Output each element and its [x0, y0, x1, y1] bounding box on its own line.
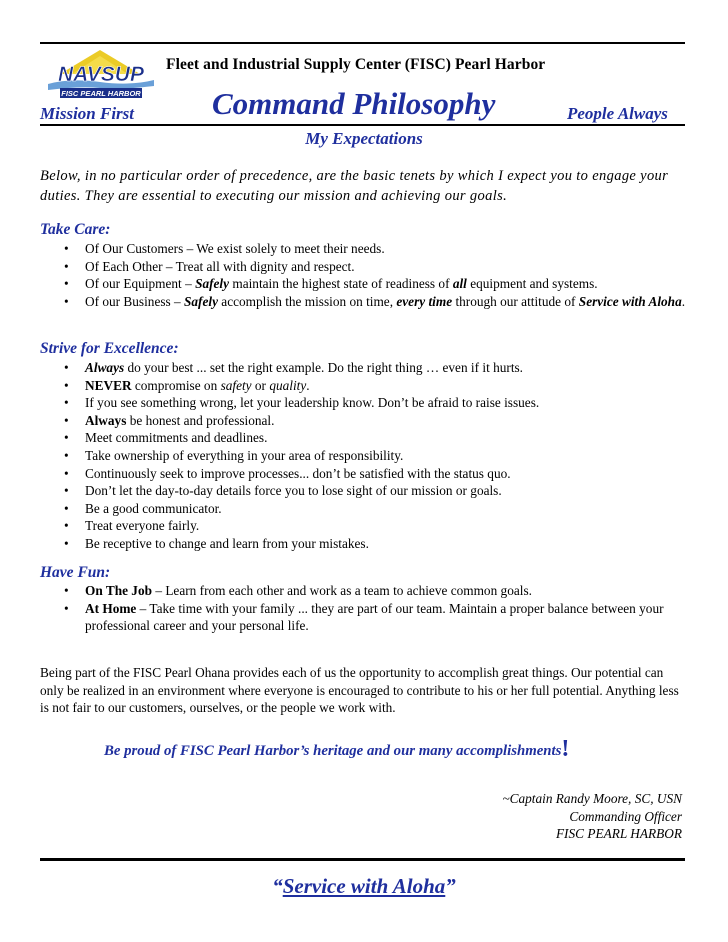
list-item-text: Be receptive to change and learn from your mistakes.	[85, 535, 369, 551]
bullet-icon: •	[64, 276, 69, 292]
exclamation-mark: !	[561, 736, 570, 762]
signature-block	[502, 790, 682, 843]
list-item	[60, 600, 690, 635]
list-item	[60, 500, 690, 518]
bullet-icon: •	[64, 430, 69, 446]
emphasis-safely: Safely	[184, 293, 218, 309]
emphasis-safety: safety	[220, 377, 252, 393]
bullet-icon: •	[64, 447, 69, 463]
list-item-text: Take ownership of everything in your area of responsibility.	[85, 447, 404, 463]
page-title: Command Philosophy	[212, 86, 496, 121]
open-quote: “	[272, 874, 283, 898]
mission-first-motto: Mission First	[40, 104, 135, 123]
emphasis-safely: Safely	[195, 276, 230, 292]
list-item-text: Of our Business –	[85, 293, 184, 309]
emphasis-never: NEVER	[85, 377, 132, 393]
list-item-text: or	[251, 377, 270, 393]
list-item	[60, 429, 690, 447]
proud-statement	[104, 736, 569, 763]
list-item	[60, 447, 690, 465]
emphasis-service-with-aloha: Service with Aloha	[578, 293, 682, 309]
bullet-icon: •	[64, 258, 69, 274]
intro-paragraph: Below, in no particular order of precedence, are the basic tenets by which I expect you to engage your duties. They are essential to executing our mission and achieving our goals.	[40, 168, 669, 204]
have-fun-heading: Have Fun:	[40, 564, 111, 581]
excellence-heading: Strive for Excellence:	[40, 340, 179, 357]
list-item-text: – Learn from each other and work as a team to achieve common goals.	[152, 583, 532, 598]
list-item	[60, 465, 690, 483]
bullet-icon: •	[64, 483, 69, 499]
emphasis-quality: quality	[269, 377, 307, 393]
list-item-text: Of Our Customers – We exist solely to meet their needs.	[85, 241, 385, 256]
emphasis-at-home: At Home	[85, 600, 137, 616]
emphasis-on-the-job: On The Job	[85, 583, 153, 598]
bullet-icon: •	[64, 600, 69, 616]
list-item	[60, 275, 690, 293]
list-item	[60, 377, 690, 395]
footer-slogan	[0, 874, 728, 899]
bullet-icon: •	[64, 377, 69, 393]
list-item-text: If you see something wrong, let your leadership know. Don’t be afraid to raise issues.	[85, 395, 540, 411]
emphasis-always: Always	[85, 412, 127, 428]
bullet-icon: •	[64, 518, 69, 534]
list-item-text: equipment and systems.	[466, 276, 598, 292]
list-item	[60, 359, 690, 377]
list-item	[60, 412, 690, 430]
list-item-text: Continuously seek to improve processes... don’t be satisfied with the status quo.	[85, 465, 511, 481]
bullet-icon: •	[64, 360, 69, 375]
list-item	[60, 517, 690, 535]
list-item-text: .	[681, 293, 686, 309]
list-item	[60, 482, 690, 500]
list-item	[60, 582, 690, 600]
list-item-text: through our attitude of	[452, 293, 579, 309]
proud-text: Be proud of FISC Pearl Harbor’s heritage and our many accomplishments	[104, 743, 562, 759]
bullet-icon: •	[64, 500, 69, 516]
list-item-text: Of Each Other – Treat all with dignity and respect.	[85, 258, 355, 274]
bullet-icon: •	[64, 395, 69, 411]
logo-subtext: FISC PEARL HARBOR	[61, 89, 141, 98]
list-item-text: Don’t let the day-to-day details force you to lose sight of our mission or goals.	[85, 483, 502, 499]
signature-name: ~Captain Randy Moore, SC, USN	[502, 791, 682, 806]
list-item	[60, 394, 690, 412]
signature-role: Commanding Officer	[569, 808, 682, 824]
list-item-text: Treat everyone fairly.	[85, 518, 200, 534]
list-item-text: .	[306, 377, 310, 393]
list-item-text: Be a good communicator.	[85, 500, 222, 516]
footer-rule	[40, 858, 685, 861]
organization-name: Fleet and Industrial Supply Center (FISC) Pearl Harbor	[166, 56, 546, 73]
navsup-logo	[40, 44, 162, 102]
emphasis-all: all	[452, 276, 467, 292]
people-always-motto: People Always	[567, 104, 668, 123]
list-item-text: do your best ... set the right example. Do the right thing … even if it hurts.	[124, 360, 524, 375]
bullet-icon: •	[64, 293, 69, 309]
excellence-list	[60, 359, 690, 553]
emphasis-always: Always	[85, 360, 125, 375]
closing-paragraph: Being part of the FISC Pearl Ohana provides each of us the opportunity to accomplish great things. Our potential can only be realized in an environment where everyone is encouraged to contribute to his or her full potential. Anything less is not fair to our customers, ourselves, or the people we work with.	[40, 665, 679, 716]
list-item-text: be honest and professional.	[126, 412, 275, 428]
list-item	[60, 293, 690, 311]
list-item-text: – Take time with your family ... they are part of our team. Maintain a proper balance between your professional career and your personal life.	[85, 600, 664, 634]
list-item-text: accomplish the mission on time,	[217, 293, 397, 309]
take-care-list	[60, 240, 690, 310]
list-item-text: Of our Equipment –	[85, 276, 196, 292]
bullet-icon: •	[64, 583, 69, 598]
list-item-text: Meet commitments and deadlines.	[85, 430, 268, 446]
list-item	[60, 535, 690, 553]
list-item	[60, 240, 690, 258]
list-item	[60, 258, 690, 276]
bullet-icon: •	[64, 241, 69, 256]
list-item-text: compromise on	[131, 377, 221, 393]
emphasis-every-time: every time	[396, 293, 453, 309]
signature-unit: FISC PEARL HARBOR	[555, 826, 682, 842]
subtitle: My Expectations	[305, 129, 423, 148]
list-item-text: maintain the highest state of readiness of	[229, 276, 453, 292]
close-quote: ”	[445, 874, 456, 898]
bullet-icon: •	[64, 412, 69, 428]
take-care-heading: Take Care:	[40, 221, 111, 238]
bullet-icon: •	[64, 465, 69, 481]
bullet-icon: •	[64, 535, 69, 551]
header-bottom-rule	[40, 124, 685, 126]
have-fun-list	[60, 582, 690, 635]
logo-wordmark: NAVSUP	[58, 63, 144, 86]
footer-slogan-text: Service with Aloha	[282, 874, 446, 898]
